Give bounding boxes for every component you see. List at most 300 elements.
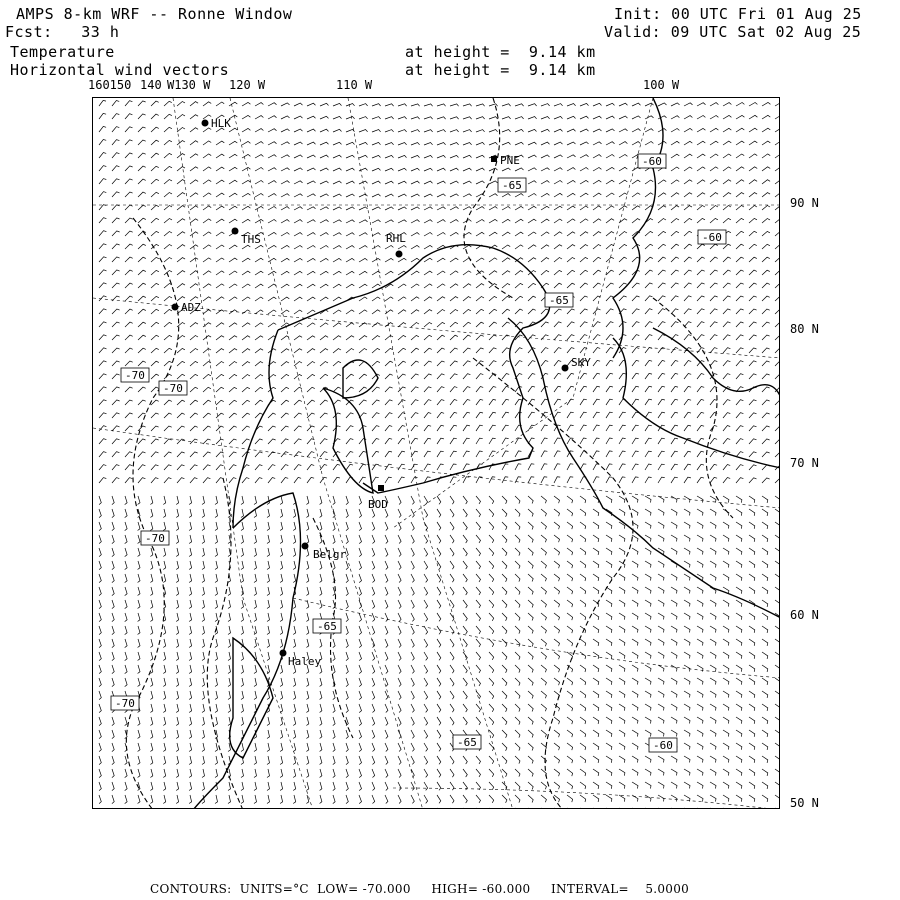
wind-barb bbox=[515, 639, 520, 647]
wind-barb bbox=[437, 348, 445, 353]
contour-label-box bbox=[141, 531, 169, 545]
wind-barb bbox=[684, 717, 690, 724]
wind-barb bbox=[619, 257, 627, 262]
wind-barb bbox=[411, 574, 414, 582]
wind-barb bbox=[710, 678, 716, 685]
wind-barb bbox=[463, 181, 472, 184]
wind-barb bbox=[424, 600, 428, 608]
wind-barb bbox=[684, 522, 690, 529]
wind-barb bbox=[593, 142, 602, 145]
wind-barb bbox=[307, 155, 316, 158]
wind-barb bbox=[385, 130, 394, 132]
wind-barb bbox=[463, 561, 467, 569]
wind-barb bbox=[723, 167, 731, 171]
wind-barb bbox=[242, 387, 250, 392]
wind-barb bbox=[450, 374, 458, 379]
wind-barb bbox=[762, 639, 768, 646]
wind-barb bbox=[385, 782, 388, 791]
wind-barb bbox=[320, 782, 322, 791]
wind-barb bbox=[450, 181, 459, 184]
wind-barb bbox=[632, 142, 640, 145]
wind-barb bbox=[138, 574, 140, 583]
wind-barb bbox=[645, 373, 652, 379]
wind-barb bbox=[580, 782, 586, 789]
wind-barb bbox=[632, 743, 638, 750]
wind-barb bbox=[515, 117, 524, 119]
wind-barb bbox=[202, 717, 205, 726]
wind-barb bbox=[241, 717, 244, 726]
wind-barb bbox=[541, 600, 546, 607]
wind-barb bbox=[177, 478, 184, 483]
wind-barb bbox=[267, 509, 270, 518]
wind-barb bbox=[749, 322, 757, 327]
wind-barb bbox=[658, 574, 664, 581]
wind-barb bbox=[541, 535, 546, 542]
wind-barb bbox=[112, 522, 114, 531]
wind-barb bbox=[450, 808, 454, 809]
graticule-60N bbox=[293, 598, 780, 678]
wind-barb bbox=[125, 769, 127, 778]
wind-barb bbox=[176, 548, 178, 557]
wind-barb bbox=[281, 142, 290, 145]
wind-barb bbox=[254, 808, 257, 809]
wind-barb bbox=[671, 769, 677, 776]
wind-barb bbox=[489, 717, 494, 725]
station-marker bbox=[232, 228, 239, 235]
wind-barb bbox=[138, 478, 145, 483]
wind-barb bbox=[255, 142, 263, 145]
wind-barb bbox=[749, 426, 757, 431]
wind-barb bbox=[541, 348, 548, 353]
wind-barb bbox=[189, 652, 192, 661]
wind-barb bbox=[619, 613, 625, 620]
wind-barb bbox=[645, 477, 652, 483]
wind-barb bbox=[528, 464, 534, 470]
wind-barb bbox=[125, 465, 132, 470]
wind-barb bbox=[502, 626, 507, 634]
wind-barb bbox=[138, 743, 140, 752]
wind-barb bbox=[306, 613, 308, 622]
wind-barb bbox=[333, 522, 335, 531]
wind-barb bbox=[125, 101, 132, 106]
wind-barb bbox=[99, 535, 101, 544]
wind-barb bbox=[385, 413, 392, 418]
wind-barb bbox=[736, 691, 742, 698]
wind-barb bbox=[320, 639, 322, 648]
wind-barb bbox=[606, 548, 612, 555]
wind-barb bbox=[372, 387, 380, 392]
wind-barb bbox=[112, 678, 114, 687]
wind-barb bbox=[203, 232, 211, 236]
wind-barb bbox=[138, 717, 140, 726]
wind-barb bbox=[606, 322, 613, 327]
wind-barb bbox=[658, 231, 666, 236]
wind-barb bbox=[502, 587, 507, 595]
wind-barb bbox=[749, 769, 755, 776]
wind-barb bbox=[333, 717, 335, 726]
wind-barb bbox=[762, 167, 770, 171]
wind-barb bbox=[463, 374, 470, 379]
wind-barb bbox=[125, 127, 133, 132]
wind-barb bbox=[528, 574, 533, 582]
wind-barb bbox=[176, 717, 178, 726]
wind-barb bbox=[346, 769, 348, 778]
wind-barb bbox=[489, 348, 497, 353]
wind-barb bbox=[606, 769, 612, 776]
wind-barb bbox=[99, 205, 106, 210]
wind-barb bbox=[190, 115, 198, 119]
wind-barb bbox=[372, 639, 375, 648]
wind-barb bbox=[606, 691, 612, 698]
wind-barb bbox=[489, 795, 494, 803]
wind-barb bbox=[697, 587, 703, 594]
wind-barb bbox=[241, 808, 244, 809]
wind-barb bbox=[580, 652, 586, 659]
wind-barb bbox=[619, 639, 625, 646]
wind-barb bbox=[749, 626, 755, 633]
wind-barb bbox=[593, 155, 601, 158]
wind-barb bbox=[112, 808, 114, 809]
wind-barb bbox=[762, 769, 768, 776]
wind-barb bbox=[554, 348, 561, 353]
wind-barb bbox=[203, 193, 211, 197]
wind-barb bbox=[476, 220, 484, 224]
wind-barb bbox=[775, 496, 780, 503]
wind-barb bbox=[645, 626, 651, 633]
wind-barb bbox=[658, 652, 664, 659]
wind-barb bbox=[723, 665, 729, 672]
wind-barb bbox=[463, 464, 470, 470]
wind-barb bbox=[177, 232, 185, 236]
wind-barb bbox=[541, 206, 549, 210]
wind-barb bbox=[723, 361, 730, 366]
wind-barb bbox=[684, 103, 693, 106]
wind-barb bbox=[268, 207, 276, 211]
wind-barb bbox=[372, 439, 379, 445]
wind-barb bbox=[346, 808, 348, 809]
wind-barb bbox=[489, 104, 498, 106]
wind-barb bbox=[280, 717, 283, 726]
wind-barb bbox=[241, 691, 244, 700]
wind-barb bbox=[567, 386, 574, 392]
wind-barb bbox=[424, 143, 433, 146]
wind-barb bbox=[710, 426, 717, 432]
wind-barb bbox=[749, 206, 757, 211]
wind-barb bbox=[632, 180, 640, 184]
wind-barb bbox=[658, 257, 666, 262]
wind-barb bbox=[710, 730, 716, 737]
wind-barb bbox=[502, 348, 510, 353]
wind-barb bbox=[437, 535, 441, 543]
wind-barb bbox=[228, 808, 231, 809]
wind-barb bbox=[190, 323, 198, 327]
wind-barb bbox=[502, 232, 510, 236]
wind-barb bbox=[580, 129, 589, 132]
wind-barb bbox=[333, 361, 341, 366]
wind-barb bbox=[684, 128, 692, 132]
wind-barb bbox=[99, 509, 101, 518]
wind-barb bbox=[150, 639, 152, 648]
wind-barb bbox=[684, 270, 692, 275]
wind-barb bbox=[632, 652, 638, 659]
wind-barb bbox=[320, 258, 328, 262]
wind-barb bbox=[333, 258, 341, 262]
wind-barb bbox=[671, 600, 677, 607]
wind-barb bbox=[671, 451, 678, 457]
wind-barb bbox=[749, 756, 755, 763]
wind-barb bbox=[450, 155, 459, 158]
wind-barb bbox=[372, 117, 381, 119]
wind-barb bbox=[163, 574, 165, 583]
wind-barb bbox=[411, 194, 420, 197]
wind-barb bbox=[749, 574, 755, 581]
wind-barb bbox=[580, 808, 586, 809]
wind-barb bbox=[151, 478, 158, 483]
wind-barb bbox=[176, 535, 178, 544]
wind-barb bbox=[502, 438, 509, 444]
wind-barb bbox=[502, 496, 507, 504]
wind-barb bbox=[333, 271, 341, 275]
wind-barb bbox=[476, 626, 481, 634]
wind-barb bbox=[385, 652, 388, 661]
wind-barb bbox=[450, 310, 458, 315]
wind-barb bbox=[632, 574, 638, 581]
wind-barb bbox=[580, 587, 586, 594]
wind-barb bbox=[476, 284, 484, 288]
wind-barb bbox=[268, 155, 276, 158]
wind-barb bbox=[385, 704, 388, 713]
wind-barb bbox=[112, 652, 114, 661]
wind-barb bbox=[307, 129, 316, 132]
wind-barb bbox=[645, 103, 654, 106]
wind-barb bbox=[333, 652, 335, 661]
wind-barb bbox=[125, 218, 133, 223]
wind-barb bbox=[112, 231, 120, 236]
wind-barb bbox=[215, 678, 218, 687]
wind-barb bbox=[202, 782, 205, 791]
wind-barb bbox=[203, 154, 211, 158]
wind-barb bbox=[203, 452, 211, 457]
wind-barb bbox=[346, 587, 348, 596]
wind-barb bbox=[658, 808, 664, 809]
wind-barb bbox=[476, 104, 485, 106]
wind-barb bbox=[567, 245, 575, 249]
wind-barb bbox=[541, 117, 550, 120]
wind-barb bbox=[541, 322, 549, 327]
wind-barb bbox=[749, 509, 755, 516]
wind-barb bbox=[163, 717, 165, 726]
wind-barb bbox=[775, 167, 780, 171]
wind-barb bbox=[177, 413, 185, 418]
wind-barb bbox=[645, 335, 652, 340]
wind-barb bbox=[215, 600, 218, 609]
wind-barb bbox=[125, 756, 127, 765]
wind-barb bbox=[671, 244, 679, 249]
wind-barb bbox=[502, 678, 507, 686]
wind-barb bbox=[190, 387, 198, 392]
wind-barb bbox=[749, 257, 757, 262]
wind-barb bbox=[541, 245, 549, 249]
wind-barb bbox=[749, 535, 755, 542]
wind-barb bbox=[528, 756, 533, 764]
wind-barb bbox=[372, 626, 375, 635]
lat-label: 60 N bbox=[790, 608, 819, 622]
wind-barb bbox=[372, 284, 380, 288]
wind-barb bbox=[411, 561, 414, 569]
wind-barb bbox=[280, 522, 283, 531]
wind-barb bbox=[489, 181, 498, 184]
wind-barb bbox=[463, 808, 467, 809]
valid-time: Valid: 09 UTC Sat 02 Aug 25 bbox=[604, 23, 862, 41]
wind-barb bbox=[489, 296, 497, 301]
wind-barb bbox=[320, 220, 329, 223]
wind-barb bbox=[99, 361, 107, 366]
wind-barb bbox=[112, 140, 119, 145]
wind-barb bbox=[749, 561, 755, 568]
wind-barb bbox=[307, 477, 314, 483]
wind-barb bbox=[190, 219, 198, 223]
wind-barb bbox=[216, 232, 224, 236]
wind-barb bbox=[463, 769, 467, 777]
wind-barb bbox=[333, 509, 335, 518]
wind-barb bbox=[333, 756, 335, 765]
wind-barb bbox=[346, 258, 354, 262]
wind-barb bbox=[385, 207, 394, 210]
wind-barb bbox=[762, 335, 770, 340]
wind-barb bbox=[658, 180, 666, 184]
wind-barb bbox=[294, 387, 302, 392]
contour-label: -65 bbox=[549, 294, 569, 307]
wind-barb bbox=[333, 413, 341, 418]
wind-barb bbox=[241, 626, 244, 635]
wind-barb bbox=[775, 548, 780, 555]
wind-barb bbox=[138, 309, 146, 314]
wind-barb bbox=[762, 587, 768, 594]
wind-barb bbox=[463, 297, 471, 301]
wind-barb bbox=[671, 717, 677, 724]
wind-barb bbox=[306, 509, 308, 518]
wind-barb bbox=[736, 283, 744, 288]
wind-barb bbox=[437, 743, 441, 751]
wind-barb bbox=[254, 574, 257, 583]
wind-barb bbox=[671, 548, 677, 555]
wind-barb bbox=[476, 348, 484, 353]
wind-barb bbox=[411, 245, 419, 249]
wind-barb bbox=[281, 271, 289, 275]
wind-barb bbox=[177, 348, 185, 353]
wind-barb bbox=[99, 465, 106, 470]
wind-barb bbox=[216, 284, 224, 288]
wind-barb bbox=[489, 258, 497, 262]
wind-barb bbox=[580, 412, 587, 418]
wind-barb bbox=[190, 271, 198, 275]
wind-barb bbox=[411, 143, 420, 146]
wind-barb bbox=[346, 284, 354, 288]
wind-barb bbox=[424, 297, 432, 301]
wind-barb bbox=[671, 167, 679, 171]
wind-barb bbox=[306, 626, 308, 635]
wind-barb bbox=[424, 413, 431, 419]
wind-barb bbox=[359, 509, 362, 518]
wind-barb bbox=[593, 399, 600, 405]
wind-barb bbox=[437, 258, 445, 262]
wind-barb bbox=[320, 561, 322, 570]
wind-barb bbox=[541, 808, 546, 809]
wind-barb bbox=[138, 587, 140, 596]
wind-barb bbox=[293, 626, 296, 635]
wind-barb bbox=[346, 117, 355, 120]
wind-barb bbox=[476, 704, 481, 712]
wind-barb bbox=[762, 478, 770, 483]
wind-barb bbox=[268, 439, 276, 444]
wind-barb bbox=[502, 412, 509, 418]
wind-barb bbox=[541, 270, 549, 275]
wind-barb bbox=[307, 387, 315, 392]
wind-barb bbox=[437, 717, 441, 725]
wind-barb bbox=[216, 245, 224, 249]
wind-barb bbox=[320, 509, 322, 518]
wind-barb bbox=[684, 548, 690, 555]
wind-barb bbox=[671, 782, 677, 789]
wind-barb bbox=[398, 143, 407, 146]
wind-barb bbox=[593, 270, 601, 275]
wind-barb bbox=[176, 600, 178, 609]
wind-barb bbox=[333, 639, 335, 648]
wind-barb bbox=[697, 548, 703, 555]
wind-barb bbox=[176, 782, 178, 791]
wind-barb bbox=[528, 206, 536, 210]
wind-barb bbox=[736, 730, 742, 737]
wind-barb bbox=[333, 284, 341, 288]
wind-barb bbox=[242, 336, 250, 340]
wind-barb bbox=[164, 374, 172, 379]
wind-barb bbox=[320, 808, 322, 809]
wind-barb bbox=[190, 180, 198, 184]
wind-barb bbox=[658, 691, 664, 698]
wind-barb bbox=[710, 509, 716, 516]
wind-barb bbox=[138, 730, 140, 739]
wind-barb bbox=[99, 192, 106, 197]
wind-barb bbox=[632, 587, 638, 594]
wind-barb bbox=[293, 509, 296, 518]
wind-barb bbox=[502, 219, 510, 223]
wind-barb bbox=[476, 168, 485, 171]
wind-barb bbox=[229, 206, 237, 210]
wind-barb bbox=[580, 103, 589, 106]
wind-barb bbox=[463, 795, 467, 803]
wind-barb bbox=[658, 561, 664, 568]
wind-barb bbox=[775, 769, 780, 776]
wind-barb bbox=[254, 613, 257, 622]
wind-barb bbox=[216, 439, 224, 444]
wind-barb bbox=[138, 665, 140, 674]
wind-barb bbox=[515, 283, 523, 288]
wind-barb bbox=[515, 769, 520, 777]
wind-barb bbox=[749, 218, 757, 223]
wind-barb bbox=[606, 232, 614, 236]
wind-barb bbox=[736, 115, 744, 119]
wind-barb bbox=[216, 154, 224, 158]
wind-barb bbox=[255, 297, 263, 301]
wind-barb bbox=[424, 104, 433, 106]
wind-barb bbox=[502, 374, 509, 380]
wind-barb bbox=[255, 336, 263, 340]
wind-barb bbox=[775, 128, 780, 132]
wind-barb bbox=[658, 399, 665, 405]
wind-barb bbox=[424, 117, 433, 119]
wind-barb bbox=[580, 678, 586, 685]
wind-barb bbox=[138, 535, 140, 544]
